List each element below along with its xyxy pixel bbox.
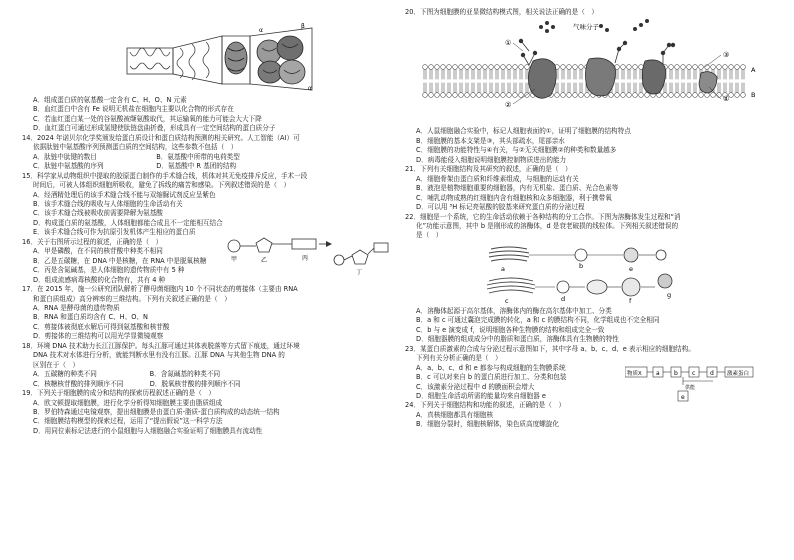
option: A．细胞骨架由蛋白质和纤维素组成，与细胞的运动有关: [416, 174, 579, 183]
phospholipid-tail: [574, 70, 576, 80]
question-22: [405, 213, 777, 345]
label-2: ②: [505, 101, 512, 110]
hormone-secretion-flow: [625, 365, 775, 403]
phospholipid-head: [567, 65, 572, 70]
label-e: e: [629, 264, 633, 273]
phospholipid-head: [735, 93, 740, 98]
phospholipid-tail: [514, 70, 516, 80]
question-stem: 化”功能示意图，其中 b 是刚形成的溶酶体，d 是衰老破损的线粒体。下列相关叙述错误的: [416, 221, 679, 230]
phospholipid-head: [573, 93, 578, 98]
phospholipid-head: [609, 93, 614, 98]
phospholipid-head: [441, 93, 446, 98]
phospholipid-head: [447, 65, 452, 70]
option: B．血红蛋白中含有 Fe 说明无机盐在细胞内主要以化合物的形式存在: [33, 105, 234, 114]
question-23: [405, 345, 777, 402]
phospholipid-head: [429, 93, 434, 98]
option: C．丙是含氮碱基，是人体细胞的遗传物质中有 5 种: [33, 266, 185, 275]
question-stem: 下列有关分析正确的是（ ）: [416, 354, 502, 363]
phospholipid-tail: [670, 70, 672, 80]
phospholipid-head: [525, 65, 530, 70]
phospholipid-tail: [460, 70, 462, 80]
label-b: b: [579, 261, 584, 270]
question-stem: 依据肽链中氨基酸序列预测蛋白质的空间结构，这些参数不包括（ ）: [33, 143, 238, 152]
phospholipid-head: [615, 93, 620, 98]
phospholipid-head: [489, 65, 494, 70]
phospholipid-tail: [556, 83, 558, 93]
question-stem: 20．下图为细胞膜的亚显微结构模式图，相关说法正确的是（ ）: [405, 8, 599, 16]
phospholipid-tail: [514, 83, 516, 93]
phospholipid-head: [687, 93, 692, 98]
option: B．乙是五碳糖，在 DNA 中是核糖，在 RNA 中是脱氧核糖: [33, 256, 207, 265]
phospholipid-tail: [718, 70, 720, 80]
phospholipid-tail: [562, 83, 564, 93]
phospholipid-head: [675, 93, 680, 98]
label-side-a: A: [751, 66, 756, 75]
option: B．细胞分裂时，细胞核解体，染色质高度螺旋化: [416, 420, 559, 429]
phospholipid-tail: [640, 83, 642, 93]
label-1: ①: [505, 39, 512, 48]
option: C．细胞膜结构模型的探索过程，运用了“提出假说”这一科学方法: [33, 417, 223, 426]
option: B．该手术缝合线的吸收与人体细胞的生命活动有关: [33, 199, 183, 208]
label-c: c: [505, 296, 509, 305]
option: D．剪接体的三维结构可以用光学显微镜观察: [33, 332, 164, 341]
flow-node-a: a: [656, 369, 660, 377]
phospholipid-head: [513, 93, 518, 98]
phospholipid-tail: [628, 83, 630, 93]
phospholipid-head: [567, 93, 572, 98]
phospholipid-head: [555, 93, 560, 98]
phospholipid-head: [507, 65, 512, 70]
option: A．RNA 是酵母菌的遗传物质: [33, 303, 120, 312]
phospholipid-head: [441, 65, 446, 70]
label-4: ④: [723, 95, 730, 104]
phospholipid-head: [735, 65, 740, 70]
phospholipid-tail: [448, 83, 450, 93]
flow-end: 激素蛋白: [727, 370, 750, 377]
phospholipid-head: [729, 65, 734, 70]
phospholipid-tail: [622, 83, 624, 93]
phospholipid-tail: [490, 83, 492, 93]
phospholipid-tail: [436, 70, 438, 80]
phospholipid-head: [579, 65, 584, 70]
option: D．组成流感病毒核酸的化合物有，共有 4 种: [33, 275, 166, 284]
phospholipid-tail: [694, 70, 696, 80]
phospholipid-head: [627, 93, 632, 98]
label-a: a: [501, 264, 505, 273]
phospholipid-head: [477, 65, 482, 70]
question-stem: 区别在于（ ）: [33, 360, 80, 369]
phospholipid-tail: [616, 83, 618, 93]
option: B．细胞膜的基本支架是③，其头部疏水，尾部亲水: [416, 136, 565, 145]
question-stem: 17．在 2015 年，施一公研究团队解析了酵母菌细胞内 10 个不同状态的剪接体（主要由 RNA: [22, 285, 298, 294]
phospholipid-tail: [730, 83, 732, 93]
phospholipid-tail: [484, 83, 486, 93]
option: C．b 与 e 演变成 f，说明细胞各种生物膜的结构和组成完全一致: [416, 325, 605, 334]
question-stem: 16．关于右图所示过程的叙述，正确的是（ ）: [22, 237, 163, 246]
phospholipid-head: [465, 65, 470, 70]
option: A．欧文顿提取细胞膜，进行化学分析得知细胞膜主要由脂质组成: [33, 398, 223, 407]
phospholipid-tail: [496, 70, 498, 80]
phospholipid-head: [495, 93, 500, 98]
phospholipid-head: [645, 93, 650, 98]
phospholipid-head: [579, 93, 584, 98]
phospholipid-tail: [616, 70, 618, 80]
question-stem: 21．下列有关细胞结构及其研究的叙述，正确的是（ ）: [405, 165, 572, 174]
phospholipid-head: [717, 65, 722, 70]
phospholipid-head: [585, 93, 590, 98]
phospholipid-head: [465, 93, 470, 98]
phospholipid-head: [621, 93, 626, 98]
phospholipid-tail: [568, 83, 570, 93]
phospholipid-head: [477, 93, 482, 98]
cell-membrane-diagram: [405, 17, 777, 127]
phospholipid-tail: [640, 70, 642, 80]
label-g: g: [667, 290, 672, 299]
option: C．若血红蛋白某一处的谷氨酸被缬氨酸取代，其运输氧的能力可能会大大下降: [33, 114, 262, 123]
phospholipid-head: [507, 93, 512, 98]
option: A．真核细胞都具有细胞核: [416, 410, 494, 419]
phospholipid-tail: [742, 70, 744, 80]
phospholipid-head: [453, 93, 458, 98]
option: B．c 可以对来自 b 的蛋白质进行加工、分类和包装: [416, 373, 567, 382]
flow-node-d: d: [710, 369, 714, 377]
option: C．细胞膜的功能特性与④有关，与②无关细胞膜②的种类和数量越多: [416, 146, 617, 155]
label-d: d: [561, 294, 566, 303]
phospholipid-tail: [436, 83, 438, 93]
label-odor-molecule: 气味分子: [573, 23, 599, 32]
phospholipid-tail: [430, 83, 432, 93]
option: D．构成蛋白质的氨基酸，人体细胞都能合成且不一定能相互结合: [33, 218, 223, 227]
phospholipid-tail: [568, 70, 570, 80]
phospholipid-head: [471, 65, 476, 70]
phospholipid-head: [471, 93, 476, 98]
phospholipid-tail: [562, 70, 564, 80]
option: B．a 和 c 可通过囊泡完成膜的转化，a 和 c 的膜结构不同，化学组成也不完全相同: [416, 316, 660, 325]
phospholipid-tail: [676, 70, 678, 80]
phospholipid-tail: [628, 70, 630, 80]
flow-supply: 供能: [685, 384, 696, 391]
phospholipid-tail: [490, 70, 492, 80]
label-bing: 丙: [302, 254, 309, 262]
option: D．细胞生命活动所需的能量均来自细胞器 e: [416, 391, 546, 400]
phospholipid-tail: [466, 70, 468, 80]
phospholipid-head: [459, 93, 464, 98]
flow-node-e: e: [681, 393, 685, 401]
option: A．肽链中肽键的数目 B．氨基酸中所带的电荷类型: [33, 152, 240, 161]
nucleotide-diagram: [222, 234, 392, 276]
phospholipid-tail: [526, 70, 528, 80]
phospholipid-head: [669, 93, 674, 98]
question-stem: 19．下列关于细胞膜的成分和结构的探索历程叙述正确的是（ ）: [22, 389, 216, 398]
hemoglobin-figure: [22, 8, 395, 96]
phospholipid-tail: [430, 70, 432, 80]
phospholipid-tail: [718, 83, 720, 93]
option: A．人鼠细胞融合实验中，标记人细胞表面的①，证明了细胞膜的结构特点: [416, 127, 631, 136]
phospholipid-head: [621, 65, 626, 70]
label-alpha: α: [259, 27, 263, 34]
phospholipid-head: [435, 93, 440, 98]
phospholipid-tail: [676, 83, 678, 93]
phospholipid-tail: [520, 70, 522, 80]
phospholipid-head: [627, 65, 632, 70]
phospholipid-tail: [742, 83, 744, 93]
phospholipid-head: [699, 65, 704, 70]
phospholipid-head: [699, 93, 704, 98]
label-side-b: B: [751, 91, 756, 100]
question-stem: 22．细胞是一个系统，它的生命活动依赖于各种结构的分工合作。下图为溶酶体发生过程和“消: [405, 212, 681, 221]
phospholipid-head: [693, 93, 698, 98]
phospholipid-head: [483, 65, 488, 70]
option: D．可以用 ³H 标记亮氨酸的胶基来研究蛋白质的分泌过程: [416, 203, 585, 212]
phospholipid-tail: [466, 83, 468, 93]
phospholipid-head: [693, 65, 698, 70]
left-column: [22, 8, 395, 436]
phospholipid-head: [495, 65, 500, 70]
phospholipid-tail: [502, 83, 504, 93]
phospholipid-tail: [670, 83, 672, 93]
label-f: f: [629, 296, 632, 305]
phospholipid-tail: [574, 83, 576, 93]
phospholipid-head: [513, 65, 518, 70]
phospholipid-tail: [520, 83, 522, 93]
phospholipid-tail: [508, 70, 510, 80]
option: C．核糖核苷酸的排列顺序不同 D．脱氧核苷酸的排列顺序不同: [33, 379, 241, 388]
phospholipid-tail: [664, 83, 666, 93]
phospholipid-tail: [622, 70, 624, 80]
phospholipid-tail: [424, 70, 426, 80]
phospholipid-tail: [688, 83, 690, 93]
phospholipid-head: [519, 93, 524, 98]
phospholipid-head: [669, 65, 674, 70]
phospholipid-head: [711, 65, 716, 70]
right-column: [405, 8, 777, 430]
question-13: [22, 96, 395, 134]
option: C．肽链中氨基酸的序列 D．氨基酸中 R 基团的结构: [33, 162, 237, 171]
option: D．病毒能侵入细胞说明细胞膜控制物质进出的能力: [416, 155, 567, 164]
phospholipid-head: [435, 65, 440, 70]
question-14: [22, 134, 395, 172]
phospholipid-head: [639, 93, 644, 98]
phospholipid-tail: [634, 70, 636, 80]
phospholipid-head: [501, 93, 506, 98]
phospholipid-tail: [472, 83, 474, 93]
question-16: [22, 238, 395, 285]
phospholipid-tail: [508, 83, 510, 93]
phospholipid-tail: [496, 83, 498, 93]
phospholipid-tail: [724, 70, 726, 80]
phospholipid-tail: [472, 70, 474, 80]
option: C．该激素分泌过程中 d 的膜面积会增大: [416, 382, 535, 391]
phospholipid-tail: [478, 70, 480, 80]
question-20: [405, 8, 777, 165]
phospholipid-tail: [454, 83, 456, 93]
phospholipid-head: [711, 93, 716, 98]
phospholipid-head: [573, 65, 578, 70]
phospholipid-tail: [484, 70, 486, 80]
phospholipid-tail: [580, 83, 582, 93]
phospholipid-tail: [736, 70, 738, 80]
phospholipid-head: [489, 93, 494, 98]
phospholipid-head: [423, 65, 428, 70]
flow-node-b: b: [674, 369, 678, 377]
option: D．细胞器膜的组成成分中的脂质和蛋白质，溶酶体具有生物膜的特性: [416, 335, 619, 344]
option: D．用同位素标记法进行的小鼠细胞与人细胞融合实验证明了细胞膜具有流动性: [33, 426, 263, 435]
phospholipid-tail: [448, 70, 450, 80]
phospholipid-tail: [442, 83, 444, 93]
question-stem: DNA 技术对水体进行分析，就能判断水里有没有江豚。江豚 DNA 与其他生物 DNA 的: [33, 351, 285, 360]
question-15: [22, 172, 395, 238]
phospholipid-head: [741, 93, 746, 98]
option: C．该手术缝合线被吸收前需要降解为氨基酸: [33, 209, 163, 218]
label-yi: 乙: [261, 256, 268, 264]
phospholipid-tail: [478, 83, 480, 93]
hemoglobin-structure-diagram: [22, 8, 395, 96]
phospholipid-tail: [694, 83, 696, 93]
phospholipid-tail: [724, 83, 726, 93]
phospholipid-head: [429, 65, 434, 70]
phospholipid-tail: [454, 70, 456, 80]
phospholipid-head: [687, 65, 692, 70]
option: C．哺乳动物成熟的红细胞内含有细胞核和众多细胞器，利于携带氧: [416, 193, 612, 202]
phospholipid-tail: [442, 70, 444, 80]
phospholipid-tail: [688, 70, 690, 80]
label-jia: 甲: [231, 255, 238, 263]
phospholipid-head: [675, 65, 680, 70]
question-24: [405, 401, 777, 429]
flow-start: 物质X: [627, 370, 642, 377]
label-3: ③: [723, 51, 730, 60]
flow-node-c: c: [692, 369, 696, 377]
phospholipid-head: [483, 93, 488, 98]
phospholipid-head: [741, 65, 746, 70]
question-17: [22, 285, 395, 342]
option: C．剪接体被彻底水解后可得到氨基酸和核苷酸: [33, 322, 170, 331]
question-stem: 23．某蛋白质激素的合成与分泌过程示意图如下，其中字母 a、b、c、d、e 表示相应的细胞结构。: [405, 344, 695, 353]
phospholipid-head: [453, 65, 458, 70]
phospholipid-tail: [682, 70, 684, 80]
label-beta: β: [301, 23, 305, 30]
phospholipid-tail: [634, 83, 636, 93]
phospholipid-head: [723, 65, 728, 70]
phospholipid-head: [729, 93, 734, 98]
phospholipid-head: [663, 93, 668, 98]
phospholipid-head: [447, 93, 452, 98]
phospholipid-tail: [730, 70, 732, 80]
option: A．经酒精处理后的该手术缝合线不能与双缩脲试剂反应呈紫色: [33, 190, 216, 199]
question-stem: 18．环境 DNA 技术助力长江江豚保护。每头江豚可通过其体表脱落等方式留下痕迹，通过环境: [22, 341, 300, 350]
question-stem: 和蛋白质组成）高分辨率的三维结构。下列有关叙述正确的是（ ）: [33, 294, 231, 303]
lysosome-diagram: [405, 241, 777, 307]
phospholipid-head: [519, 65, 524, 70]
question-stem: 15．科学家从动物组织中提取的胶原蛋白制作的手术缝合线，机体对其无免疫排斥反应，手术一段: [22, 171, 308, 180]
option: B．罗伯特森通过电镜观察，提出细胞膜是由蛋白质-脂质-蛋白质构成的动态统一结构: [33, 407, 280, 416]
phospholipid-tail: [424, 83, 426, 93]
option: A．甲是磷酸，在不同的核苷酸中种类不相同: [33, 247, 163, 256]
question-18: [22, 342, 395, 389]
phospholipid-head: [423, 93, 428, 98]
phospholipid-head: [633, 65, 638, 70]
question-stem: 14．2024 年诺贝尔化学奖颁发给蛋白质设计和蛋白质结构预测的相关研究。人工智能（AI）可: [22, 133, 300, 142]
phospholipid-head: [459, 65, 464, 70]
question-21: [405, 165, 777, 212]
option: E．该手术缝合线可作为抗原引发机体产生相应的蛋白质: [33, 228, 196, 237]
phospholipid-tail: [736, 83, 738, 93]
phospholipid-tail: [682, 83, 684, 93]
option: D．血红蛋白可通过形成氢键使肽链盘曲折叠，形成具有一定空间结构的蛋白质分子: [33, 124, 276, 133]
question-19: [22, 389, 395, 436]
phospholipid-head: [501, 65, 506, 70]
phospholipid-tail: [580, 70, 582, 80]
phospholipid-tail: [526, 83, 528, 93]
question-stem: 是（ ）: [416, 231, 443, 240]
option: B．RNA 和蛋白质均含有 C、H、O、N: [33, 313, 148, 322]
option: A．组成蛋白质的氨基酸一定含有 C、H、O、N 元素: [33, 96, 187, 104]
question-stem: 24．下列关于细胞结构和功能的叙述，正确的是（ ）: [405, 401, 566, 410]
phospholipid-head: [561, 93, 566, 98]
phospholipid-head: [681, 93, 686, 98]
option: B．液泡是植物细胞重要的细胞器，内有无机盐、蛋白质、光合色素等: [416, 184, 619, 193]
option: A．溶酶体起源于高尔基体，溶酶体内的酶在高尔基体中加工、分类: [416, 306, 612, 315]
phospholipid-head: [633, 93, 638, 98]
option: A．a、b、c、d 和 e 都参与构成细胞的生物膜系统: [416, 363, 566, 372]
phospholipid-tail: [460, 83, 462, 93]
phospholipid-head: [681, 65, 686, 70]
question-stem: 时间后，可被人体组织细胞所吸收，避免了拆线的痛苦和感染。下列叙述错误的是（ ）: [33, 181, 291, 190]
label-ding: 丁: [356, 268, 363, 276]
phospholipid-head: [561, 65, 566, 70]
label-alpha-1: α: [308, 85, 312, 92]
option: A．五碳糖的种类不同 B．含氮碱基的种类不同: [33, 370, 221, 379]
phospholipid-tail: [502, 70, 504, 80]
